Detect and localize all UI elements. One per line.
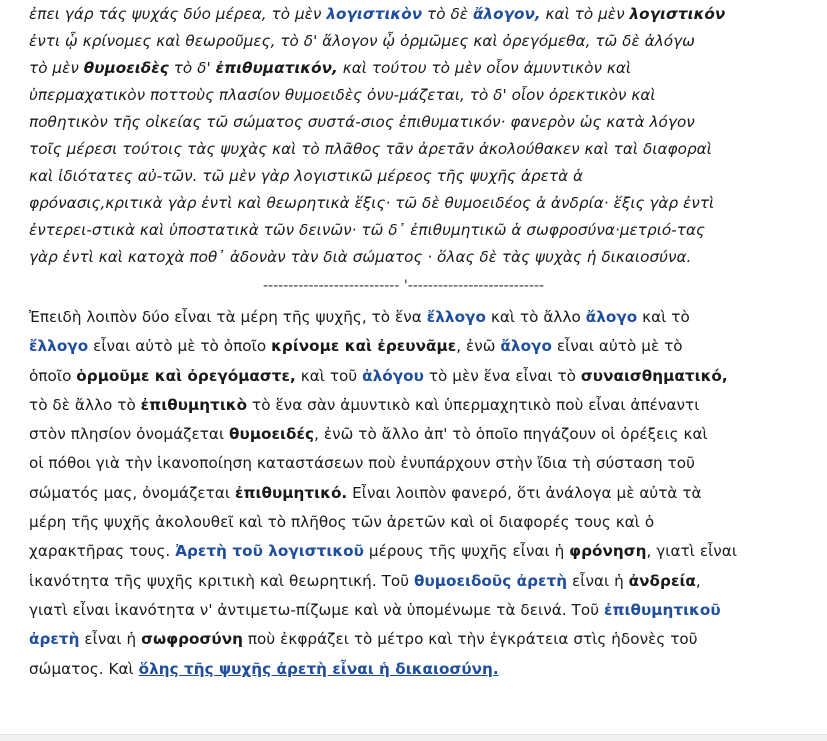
text-run: , ἐνῶ: [456, 337, 501, 356]
text-run: ὁποῖο: [29, 366, 77, 385]
text-run: εἶναι αὐτὸ μὲ τὸ ὁποῖο: [88, 337, 272, 356]
text-run: ὑπερμαχατικὸν ποττοὺς πλασίον θυμοειδὲς ὀνυ-μάζεται, τὸ δ' οἷον ὀρεκτικὸν καὶ: [29, 86, 656, 104]
ancient-text-line: [29, 109, 819, 136]
emphasized-term: ἐπιθυμητικοῦ: [603, 600, 721, 619]
modern-text-line: [29, 537, 819, 566]
ancient-text-line: [29, 190, 819, 217]
text-run: Εἶναι λοιπὸν φανερό, ὅτι ἀνάλογα μὲ αὐτὰ τὰ: [347, 483, 702, 502]
text-run: ποὺ ἐκφράζει τὸ μέτρο καὶ τὴν ἐγκράτεια στὶς ἡδονὲς τοῦ: [242, 630, 698, 649]
emphasized-term: Ἀρετὴ τοῦ λογιστικοῦ: [175, 542, 364, 561]
text-run: καὶ τὸ: [637, 308, 690, 326]
emphasized-term: κρίνομε καὶ ἐρευνᾶμε: [271, 337, 457, 356]
emphasized-term: φρόνηση: [569, 542, 647, 561]
modern-text-line: [29, 479, 819, 508]
emphasized-term: ἀνδρεία: [628, 571, 696, 590]
text-run: ,: [695, 571, 701, 590]
ancient-text-line: [29, 244, 819, 271]
text-run: μέρη τῆς ψυχῆς ἀκολουθεῖ καὶ τὸ πλῆθος τῶν ἀρετῶν καὶ οἱ διαφορές τους καὶ ὁ: [29, 513, 655, 532]
emphasized-term: ὅλης τῆς ψυχῆς ἀρετὴ εἶναι ἡ δικαιοσύνη.: [138, 659, 499, 678]
ancient-text-line: [29, 1, 819, 28]
text-run: εἶναι αὐτὸ μὲ τὸ: [551, 337, 683, 356]
ancient-text-line: [29, 136, 819, 163]
text-run: στὸν πλησίον ὀνομάζεται: [29, 425, 230, 444]
text-run: οἱ πόθοι γιὰ τὴν ἱκανοποίηση καταστάσεων ποὺ ἐνυπάρχουν στὴν ἴδια τὴ σύσταση τοῦ: [29, 454, 695, 473]
text-run: ἐντερει-στικὰ καὶ ὑποστατικὰ τῶν δεινῶν· τῶ δ᾽ ἐπιθυμητικῶ ἁ σωφροσύνα·μετριό-τας: [29, 221, 705, 239]
section-separator: --------------------------- '---------------------------: [263, 278, 545, 294]
modern-text-line: [29, 332, 819, 361]
ancient-text-line: [29, 28, 819, 55]
ancient-text-line: [29, 217, 819, 244]
text-run: σώματος. Καὶ: [29, 659, 139, 678]
text-run: τοῖς μέρεσι τούτοις τὰς ψυχὰς καὶ τὸ πλᾶθος τᾶν ἀρετᾶν ἀκολούθακεν καὶ ταὶ διαφοραὶ: [29, 140, 712, 158]
emphasized-term: λογιστικόν: [629, 5, 726, 23]
text-run: τὸ δ': [168, 59, 216, 77]
modern-text-line: [29, 449, 819, 478]
text-run: εἶναι ἡ: [567, 571, 629, 590]
text-run: καὶ τὸ μὲν: [540, 5, 630, 23]
emphasized-term: ἀρετὴ: [29, 630, 80, 649]
text-run: , ἐνῶ τὸ ἄλλο ἀπ' τὸ ὁποῖο πηγάζουν οἱ ὀρέξεις καὶ: [314, 425, 708, 444]
modern-text-line: [29, 625, 819, 654]
text-run: τὸ μὲν ἕνα εἶναι τὸ: [423, 366, 581, 385]
text-run: ἐντι ᾧ κρίνομες καὶ θεωροῦμες, τὸ δ' ἄλογον ᾧ ὁρμῶμες καὶ ὀρεγόμεθα, τῶ δὲ ἀλόγω: [29, 32, 695, 50]
emphasized-term: ἀλόγου: [362, 366, 424, 385]
modern-text-line: [29, 391, 819, 420]
emphasized-term: θυμοειδοῦς ἀρετὴ: [413, 571, 568, 590]
emphasized-term: ὁρμοῦμε καὶ ὀρεγόμαστε,: [76, 366, 296, 385]
ancient-text-line: [29, 82, 819, 109]
text-run: γιατὶ εἶναι ἱκανότητα ν' ἀντιμετω-πίζωμε καὶ νὰ ὑπομένωμε τὰ δεινά. Τοῦ: [29, 600, 604, 619]
emphasized-term: ἔλλογο: [426, 308, 486, 326]
emphasized-term: ἐπιθυμητικό.: [234, 483, 348, 502]
emphasized-term: θυμοειδές: [229, 425, 315, 444]
ancient-greek-passage: [29, 0, 819, 271]
text-run: ἐπει γάρ τάς ψυχάς δύο μέρεα, τὸ μὲν: [29, 5, 327, 23]
text-run: φρόνασις,κριτικὰ γὰρ ἐντὶ καὶ θεωρητικὰ ἕξις· τῶ δὲ θυμοειδέος ἁ ἀνδρία· ἕξις γὰρ ἐντὶ: [29, 194, 715, 212]
text-run: τὸ δὲ: [422, 5, 473, 23]
horizontal-scrollbar[interactable]: [0, 734, 827, 741]
emphasized-term: ἐπιθυματικόν,: [215, 59, 338, 77]
emphasized-term: ἔλλογο: [29, 337, 89, 356]
text-run: τὸ μὲν: [29, 59, 84, 77]
emphasized-term: σωφροσύνη: [141, 630, 243, 649]
text-run: γὰρ ἐντὶ καὶ κατοχὰ ποθ᾽ ἁδονὰν τὰν διὰ σώματος · ὅλας δὲ τὰς ψυχὰς ἡ δικαιοσύνα.: [29, 248, 692, 266]
modern-text-line: [29, 655, 819, 684]
emphasized-term: θυμοειδὲς: [83, 59, 169, 77]
text-run: μέρους τῆς ψυχῆς εἶναι ἡ: [363, 542, 570, 561]
document-body: [29, 0, 819, 684]
emphasized-term: ἐπιθυμητικὸ: [140, 395, 248, 414]
modern-text-line: [29, 362, 819, 391]
emphasized-term: λογιστικὸν: [326, 5, 423, 23]
ancient-text-line: [29, 55, 819, 82]
text-run: Ἐπειδὴ λοιπὸν δύο εἶναι τὰ μέρη τῆς ψυχῆς, τὸ ἕνα: [29, 308, 427, 326]
text-run: ποθητικὸν τῆς οἰκείας τῶ σώματος συστά-σιος ἐπιθυματικόν· φανερὸν ὡς κατὰ λόγον: [29, 113, 695, 131]
text-run: τὸ δὲ ἄλλο τὸ: [29, 395, 141, 414]
text-run: καὶ τοῦ: [295, 366, 363, 385]
ancient-text-line: [29, 163, 819, 190]
emphasized-term: ἄλογο: [500, 337, 552, 356]
modern-text-line: [29, 303, 819, 332]
modern-text-line: [29, 596, 819, 625]
emphasized-term: ἄλογο: [585, 308, 638, 326]
text-run: καὶ τούτου τὸ μὲν οἷον ἀμυντικὸν καὶ: [337, 59, 632, 77]
text-run: ἱκανότητα τῆς ψυχῆς κριτικὴ καὶ θεωρητική. Τοῦ: [29, 571, 414, 590]
modern-text-line: [29, 567, 819, 596]
text-run: σώματός μας, ὀνομάζεται: [29, 483, 235, 502]
emphasized-term: ἄλογον,: [472, 5, 541, 23]
text-run: , γιατὶ εἶναι: [646, 542, 738, 561]
text-run: τὸ ἕνα σὰν ἀμυντικὸ καὶ ὑπερμαχητικὸ ποὺ εἶναι ἀπέναντι: [247, 395, 700, 414]
text-run: καὶ ἰδιότατες αὐ-τῶν. τῶ μὲν γὰρ λογιστικῶ μέρεος τῆς ψυχῆς ἀρετὰ ἁ: [29, 167, 584, 185]
text-run: εἶναι ἡ: [79, 630, 142, 649]
modern-text-line: [29, 508, 819, 537]
text-run: χαρακτῆρας τους.: [29, 542, 176, 561]
modern-greek-translation: [29, 303, 819, 684]
text-run: καὶ τὸ ἄλλο: [485, 308, 586, 326]
emphasized-term: συναισθηματικό,: [580, 366, 728, 385]
modern-text-line: [29, 420, 819, 449]
